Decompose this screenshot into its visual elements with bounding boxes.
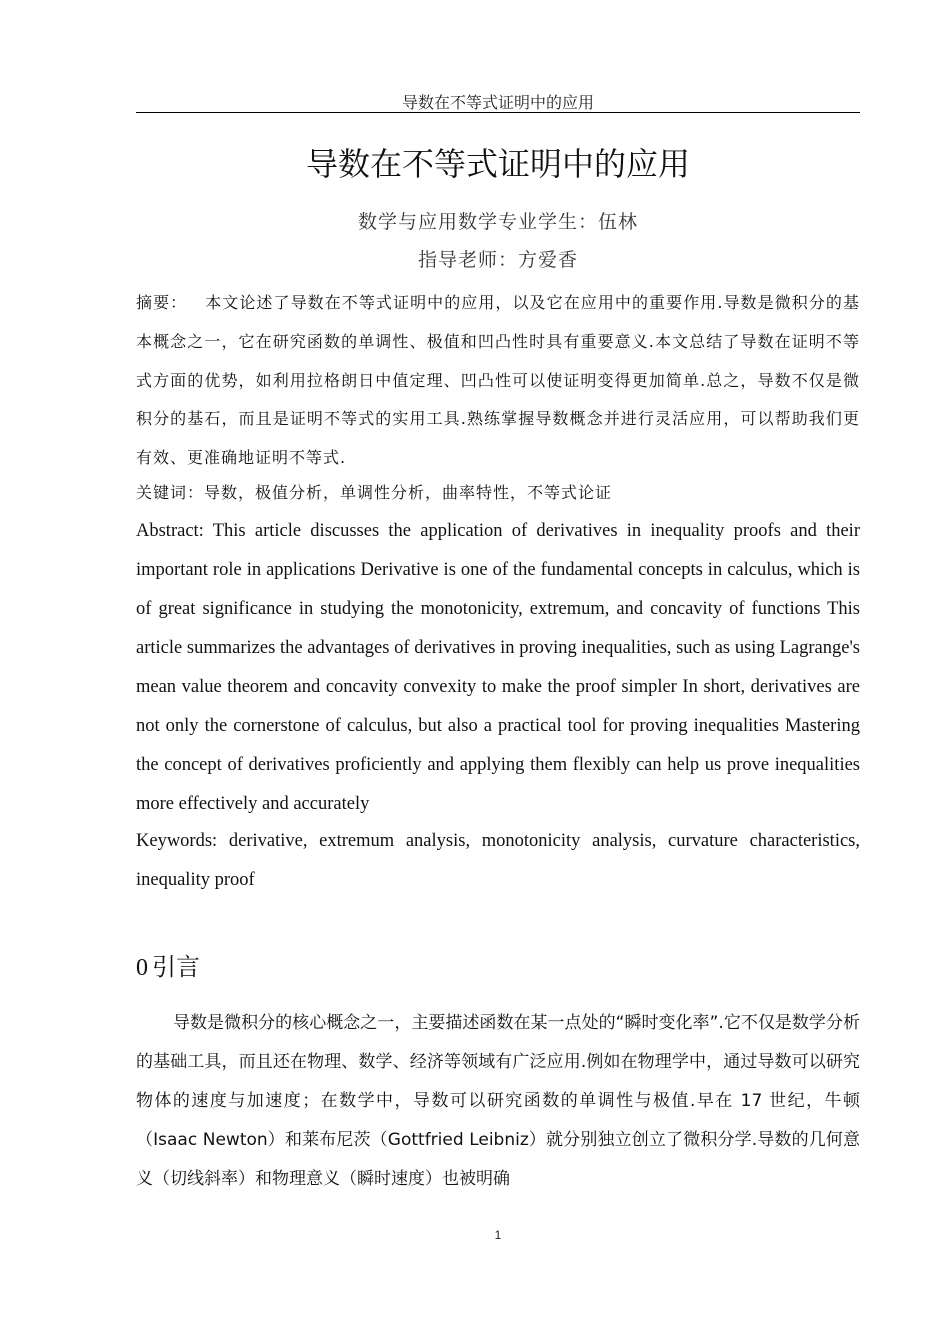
- abstract-chinese-text: 本文论述了导数在不等式证明中的应用，以及它在应用中的重要作用.导数是微积分的基本概念之一，它在研究函数的单调性、极值和凹凸性时具有重要意义.本文总结了导数在证明不等式方面的优势，如利用拉格朗日中值定理、凹凸性可以使证明变得更加简单.总之，导数不仅是微积分的基石，而且是证明不等式的实用工具.熟练掌握导数概念并进行灵活应用，可以帮助我们更有效、更准确地证明不等式.: [136, 293, 860, 468]
- section-heading-introduction: [136, 948, 860, 987]
- abstract-chinese: [136, 284, 860, 478]
- introduction-paragraph: 导数是微积分的核心概念之一，主要描述函数在某一点处的“瞬时变化率”.它不仅是数学分析的基础工具，而且还在物理、数学、经济等领域有广泛应用.例如在物理学中，通过导数可以研究物体的速度与加速度；在数学中，导数可以研究函数的单调性与极值.早在 17 世纪，牛顿（Isaac Newton）和莱布尼茨（Gottfried Leibniz）就分别独立创立了微积分学.导数的几何意义（切线斜率）和物理意义（瞬时速度）也被明确: [136, 1013, 860, 1189]
- paper-title: 导数在不等式证明中的应用: [305, 145, 690, 183]
- abstract-english: Abstract: This article discusses the application of derivatives in inequality proofs and their important role in applications Derivative is one of the fundamental concepts in calculus, which is of great significance in studying the monotonicity, extremum, and concavity of functions This article summarizes the advantages of derivatives in proving inequalities, such as using Lagrange's mean value theorem and concavity convexity to make the proof simpler In short, derivatives are not only the cornerstone of calculus, but also a practical tool for proving inequalities Mastering the concept of derivatives proficiently and applying them flexibly can help us prove inequalities more effectively and accurately: [136, 521, 860, 814]
- section-number: 0: [136, 955, 148, 981]
- keywords-english: Keywords: derivative, extremum analysis, monotonicity analysis, curvature characteristics, inequality proof: [136, 831, 860, 890]
- keywords-chinese: 关键词：导数，极值分析，单调性分析，曲率特性，不等式论证: [136, 483, 613, 502]
- header-rule: [136, 112, 860, 113]
- author-line: 数学与应用数学专业学生：伍林: [357, 211, 638, 233]
- section-title: 引言: [152, 953, 200, 981]
- running-header: 导数在不等式证明中的应用: [401, 93, 594, 112]
- advisor-line: 指导老师：方爱香: [417, 249, 578, 271]
- abstract-chinese-label: 摘要：: [136, 293, 188, 312]
- page-number: 1: [494, 1228, 502, 1242]
